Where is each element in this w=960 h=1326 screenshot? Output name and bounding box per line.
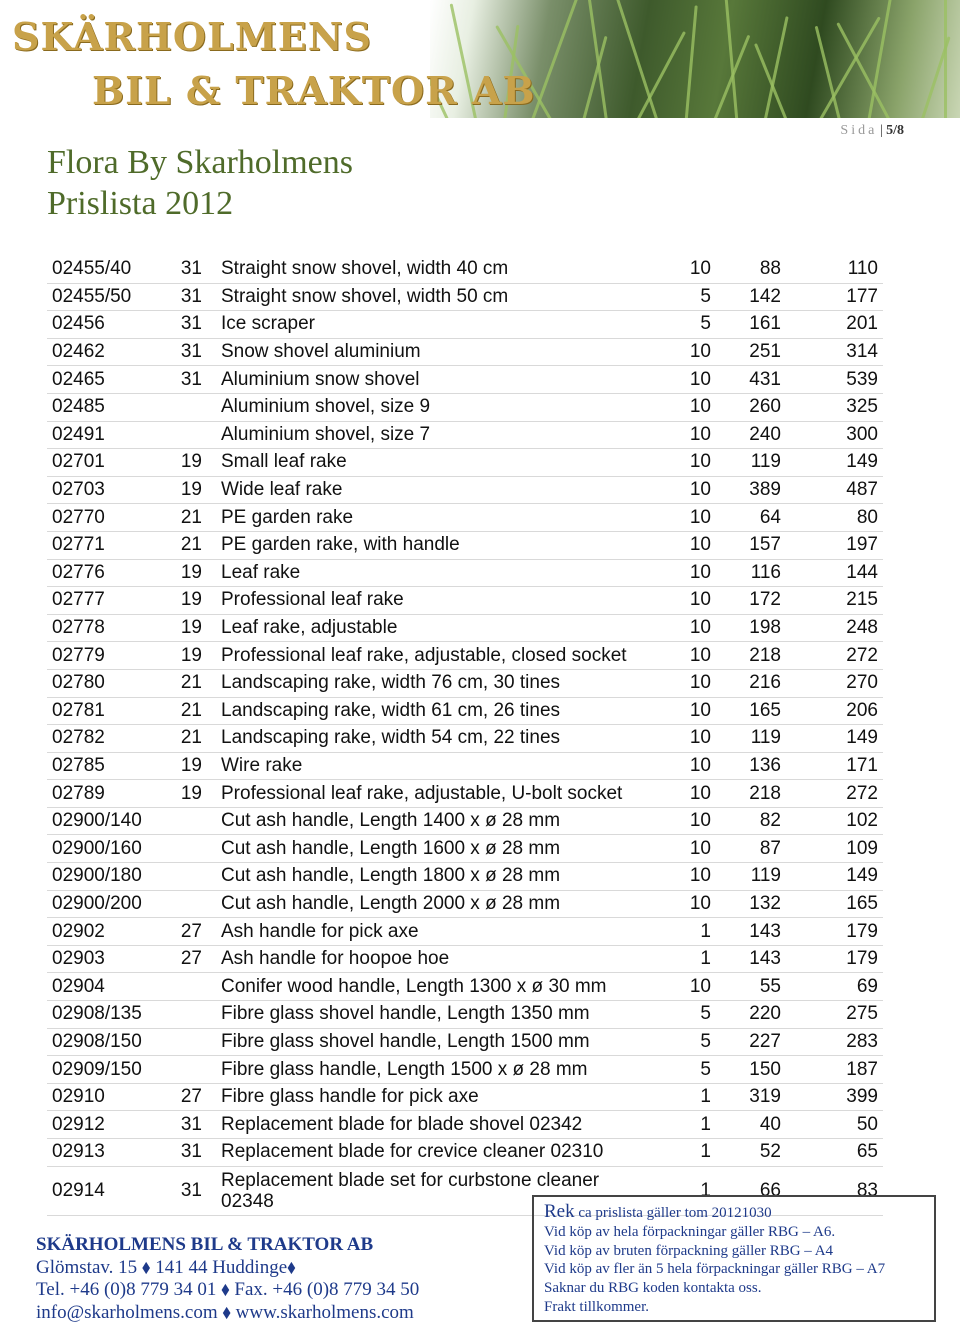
price-notes-box	[532, 1195, 936, 1322]
table-row	[47, 669, 883, 697]
item-price-net: 220	[716, 1001, 786, 1029]
item-quantity: 10	[656, 256, 716, 283]
table-row	[47, 918, 883, 946]
page-separator: |	[880, 123, 884, 138]
item-code: 02782	[47, 725, 167, 753]
item-code: 02903	[47, 945, 167, 973]
item-description: Fibre glass handle for pick axe	[216, 1083, 656, 1111]
item-quantity: 10	[656, 642, 716, 670]
item-price-net: 161	[716, 311, 786, 339]
item-code: 02900/180	[47, 863, 167, 891]
item-code: 02912	[47, 1111, 167, 1139]
table-row	[47, 366, 883, 394]
item-price-retail: 149	[786, 449, 883, 477]
item-price-net: 143	[716, 945, 786, 973]
item-group: 19	[167, 752, 216, 780]
item-group: 27	[167, 1083, 216, 1111]
item-quantity: 10	[656, 366, 716, 394]
item-quantity: 10	[656, 476, 716, 504]
table-row	[47, 587, 883, 615]
item-group	[167, 393, 216, 421]
item-description: Replacement blade for blade shovel 02342	[216, 1111, 656, 1139]
item-price-retail: 215	[786, 587, 883, 615]
item-price-net: 116	[716, 559, 786, 587]
page-number: 5/8	[886, 123, 904, 138]
grass-blade	[944, 0, 947, 118]
item-price-retail: 539	[786, 366, 883, 394]
table-row	[47, 890, 883, 918]
item-description: Ash handle for hoopoe hoe	[216, 945, 656, 973]
item-price-retail: 272	[786, 780, 883, 808]
item-price-net: 132	[716, 890, 786, 918]
item-group	[167, 890, 216, 918]
item-quantity: 1	[656, 1166, 716, 1215]
item-price-retail: 283	[786, 1028, 883, 1056]
table-row	[47, 1028, 883, 1056]
item-group: 31	[167, 256, 216, 283]
item-group: 21	[167, 669, 216, 697]
item-group	[167, 421, 216, 449]
item-price-retail: 325	[786, 393, 883, 421]
item-price-retail: 314	[786, 338, 883, 366]
table-row	[47, 1001, 883, 1029]
table-row	[47, 338, 883, 366]
item-price-retail: 300	[786, 421, 883, 449]
title-line-1: Flora By Skarholmens	[47, 144, 353, 181]
item-group	[167, 835, 216, 863]
table-row	[47, 1139, 883, 1167]
item-quantity: 5	[656, 1056, 716, 1084]
item-description: Replacement blade set for curbstone cleaner 02348	[216, 1166, 656, 1215]
item-price-retail: 102	[786, 807, 883, 835]
item-price-net: 119	[716, 725, 786, 753]
item-group: 31	[167, 311, 216, 339]
item-quantity: 10	[656, 449, 716, 477]
item-code: 02908/150	[47, 1028, 167, 1056]
item-group	[167, 1056, 216, 1084]
item-price-net: 52	[716, 1139, 786, 1167]
item-group: 31	[167, 283, 216, 311]
document-title	[47, 142, 353, 224]
item-group	[167, 863, 216, 891]
item-price-retail: 201	[786, 311, 883, 339]
item-description: Straight snow shovel, width 40 cm	[216, 256, 656, 283]
item-description: Replacement blade for crevice cleaner 02310	[216, 1139, 656, 1167]
item-group: 21	[167, 531, 216, 559]
item-group: 19	[167, 449, 216, 477]
item-group: 31	[167, 1111, 216, 1139]
note-line-2: Vid köp av hela förpackningar gäller RBG – A6.	[544, 1223, 836, 1240]
item-price-retail: 109	[786, 835, 883, 863]
item-price-retail: 179	[786, 918, 883, 946]
item-price-retail: 487	[786, 476, 883, 504]
item-price-net: 150	[716, 1056, 786, 1084]
item-quantity: 1	[656, 1083, 716, 1111]
logo-line-2: BIL & TRAKTOR AB	[92, 68, 536, 113]
item-price-retail: 171	[786, 752, 883, 780]
page-prefix: Sida	[840, 123, 878, 138]
item-price-net: 143	[716, 918, 786, 946]
table-row	[47, 835, 883, 863]
item-price-net: 82	[716, 807, 786, 835]
item-quantity: 10	[656, 531, 716, 559]
item-group: 21	[167, 725, 216, 753]
item-description: Professional leaf rake	[216, 587, 656, 615]
item-price-net: 240	[716, 421, 786, 449]
item-quantity: 1	[656, 1139, 716, 1167]
item-description: PE garden rake	[216, 504, 656, 532]
item-code: 02789	[47, 780, 167, 808]
item-quantity: 10	[656, 338, 716, 366]
grass-blade	[528, 0, 579, 118]
item-code: 02776	[47, 559, 167, 587]
item-code: 02771	[47, 531, 167, 559]
item-group: 27	[167, 918, 216, 946]
item-quantity: 5	[656, 1028, 716, 1056]
item-quantity: 10	[656, 669, 716, 697]
item-code: 02465	[47, 366, 167, 394]
item-group: 21	[167, 697, 216, 725]
item-group: 31	[167, 1166, 216, 1215]
item-description: Snow shovel aluminium	[216, 338, 656, 366]
item-group	[167, 973, 216, 1001]
item-price-net: 157	[716, 531, 786, 559]
item-price-net: 66	[716, 1166, 786, 1215]
item-description: Cut ash handle, Length 1600 x ø 28 mm	[216, 835, 656, 863]
item-description: Wide leaf rake	[216, 476, 656, 504]
item-price-retail: 275	[786, 1001, 883, 1029]
item-description: Fibre glass shovel handle, Length 1500 mm	[216, 1028, 656, 1056]
item-price-net: 165	[716, 697, 786, 725]
item-description: Straight snow shovel, width 50 cm	[216, 283, 656, 311]
table-row	[47, 559, 883, 587]
item-quantity: 1	[656, 918, 716, 946]
company-web: info@skarholmens.com ⬧ www.skarholmens.com	[36, 1301, 414, 1323]
item-code: 02491	[47, 421, 167, 449]
item-code: 02455/50	[47, 283, 167, 311]
item-description: Aluminium snow shovel	[216, 366, 656, 394]
item-code: 02900/140	[47, 807, 167, 835]
page-header	[0, 0, 960, 118]
item-quantity: 10	[656, 393, 716, 421]
item-group: 21	[167, 504, 216, 532]
item-price-retail: 179	[786, 945, 883, 973]
item-code: 02485	[47, 393, 167, 421]
table-row	[47, 697, 883, 725]
rek-label: Rek	[544, 1201, 575, 1222]
item-code: 02910	[47, 1083, 167, 1111]
item-description: Landscaping rake, width 76 cm, 30 tines	[216, 669, 656, 697]
table-row	[47, 807, 883, 835]
note-rek	[544, 1203, 924, 1223]
item-quantity: 10	[656, 973, 716, 1001]
item-quantity: 10	[656, 697, 716, 725]
item-quantity: 10	[656, 587, 716, 615]
table-row	[47, 1056, 883, 1084]
item-description: Aluminium shovel, size 7	[216, 421, 656, 449]
item-group: 31	[167, 338, 216, 366]
item-quantity: 1	[656, 1111, 716, 1139]
item-price-net: 142	[716, 283, 786, 311]
item-price-net: 136	[716, 752, 786, 780]
item-price-retail: 165	[786, 890, 883, 918]
item-code: 02456	[47, 311, 167, 339]
table-row	[47, 752, 883, 780]
item-quantity: 5	[656, 283, 716, 311]
item-price-net: 198	[716, 614, 786, 642]
item-price-net: 87	[716, 835, 786, 863]
item-price-net: 216	[716, 669, 786, 697]
item-price-retail: 197	[786, 531, 883, 559]
item-code: 02778	[47, 614, 167, 642]
item-group: 19	[167, 559, 216, 587]
item-price-net: 218	[716, 780, 786, 808]
item-price-retail: 177	[786, 283, 883, 311]
price-table	[47, 256, 883, 1216]
item-code: 02455/40	[47, 256, 167, 283]
item-quantity: 10	[656, 725, 716, 753]
table-row	[47, 614, 883, 642]
logo-line-1: SKÄRHOLMENS	[12, 14, 372, 59]
table-row	[47, 283, 883, 311]
item-code: 02785	[47, 752, 167, 780]
item-group: 19	[167, 614, 216, 642]
item-group	[167, 1028, 216, 1056]
table-row	[47, 504, 883, 532]
item-quantity: 10	[656, 504, 716, 532]
item-price-retail: 83	[786, 1166, 883, 1215]
title-line-2: Prislista 2012	[47, 185, 234, 222]
item-code: 02902	[47, 918, 167, 946]
item-code: 02909/150	[47, 1056, 167, 1084]
item-price-net: 88	[716, 256, 786, 283]
item-quantity: 1	[656, 945, 716, 973]
item-price-net: 260	[716, 393, 786, 421]
item-description: Ash handle for pick axe	[216, 918, 656, 946]
table-row	[47, 725, 883, 753]
grass-blade	[613, 0, 661, 118]
item-group: 31	[167, 366, 216, 394]
table-row	[47, 449, 883, 477]
item-code: 02781	[47, 697, 167, 725]
item-price-net: 251	[716, 338, 786, 366]
item-price-net: 55	[716, 973, 786, 1001]
item-description: Landscaping rake, width 61 cm, 26 tines	[216, 697, 656, 725]
item-description: Small leaf rake	[216, 449, 656, 477]
note-line-4: Vid köp av fler än 5 hela förpackningar gäller RBG – A7	[544, 1261, 886, 1278]
item-price-net: 319	[716, 1083, 786, 1111]
item-price-net: 119	[716, 863, 786, 891]
table-row	[47, 256, 883, 283]
item-group: 19	[167, 587, 216, 615]
company-phone: Tel. +46 (0)8 779 34 01 ⬧ Fax. +46 (0)8 779 34 50	[36, 1279, 420, 1300]
item-description: Professional leaf rake, adjustable, U-bolt socket	[216, 780, 656, 808]
item-quantity: 10	[656, 807, 716, 835]
item-price-retail: 270	[786, 669, 883, 697]
item-quantity: 10	[656, 863, 716, 891]
item-price-retail: 272	[786, 642, 883, 670]
item-group	[167, 807, 216, 835]
item-quantity: 5	[656, 1001, 716, 1029]
item-quantity: 10	[656, 559, 716, 587]
item-price-retail: 399	[786, 1083, 883, 1111]
item-price-retail: 187	[786, 1056, 883, 1084]
item-description: Landscaping rake, width 54 cm, 22 tines	[216, 725, 656, 753]
item-quantity: 10	[656, 614, 716, 642]
table-row	[47, 393, 883, 421]
note-line-6: Frakt tillkommer.	[544, 1298, 649, 1315]
item-price-retail: 110	[786, 256, 883, 283]
item-price-net: 227	[716, 1028, 786, 1056]
table-row	[47, 311, 883, 339]
item-description: Conifer wood handle, Length 1300 x ø 30 mm	[216, 973, 656, 1001]
table-row	[47, 973, 883, 1001]
item-code: 02703	[47, 476, 167, 504]
item-price-net: 218	[716, 642, 786, 670]
item-price-retail: 149	[786, 863, 883, 891]
item-code: 02777	[47, 587, 167, 615]
item-price-retail: 206	[786, 697, 883, 725]
item-description: PE garden rake, with handle	[216, 531, 656, 559]
table-row	[47, 945, 883, 973]
table-row	[47, 476, 883, 504]
item-group: 19	[167, 642, 216, 670]
rek-text: ca prislista gäller tom 20121030	[578, 1205, 772, 1221]
item-code: 02462	[47, 338, 167, 366]
item-code: 02900/200	[47, 890, 167, 918]
table-row	[47, 642, 883, 670]
item-description: Cut ash handle, Length 2000 x ø 28 mm	[216, 890, 656, 918]
item-code: 02701	[47, 449, 167, 477]
item-group: 19	[167, 476, 216, 504]
grass-blade	[588, 0, 609, 118]
item-description: Fibre glass handle, Length 1500 x ø 28 mm	[216, 1056, 656, 1084]
item-description: Wire rake	[216, 752, 656, 780]
item-price-retail: 144	[786, 559, 883, 587]
item-quantity: 5	[656, 311, 716, 339]
item-group	[167, 1001, 216, 1029]
table-row	[47, 531, 883, 559]
item-quantity: 10	[656, 421, 716, 449]
item-code: 02913	[47, 1139, 167, 1167]
item-description: Leaf rake, adjustable	[216, 614, 656, 642]
item-code: 02904	[47, 973, 167, 1001]
item-description: Ice scraper	[216, 311, 656, 339]
item-description: Cut ash handle, Length 1400 x ø 28 mm	[216, 807, 656, 835]
grass-blade	[684, 5, 698, 118]
item-quantity: 10	[656, 780, 716, 808]
item-quantity: 10	[656, 835, 716, 863]
table-row	[47, 1083, 883, 1111]
note-line-3: Vid köp av bruten förpackning gäller RBG – A4	[544, 1242, 834, 1259]
table-row	[47, 421, 883, 449]
item-code: 02770	[47, 504, 167, 532]
item-price-net: 64	[716, 504, 786, 532]
item-code: 02914	[47, 1166, 167, 1215]
item-quantity: 10	[656, 890, 716, 918]
item-group: 31	[167, 1139, 216, 1167]
item-description: Professional leaf rake, adjustable, closed socket	[216, 642, 656, 670]
item-price-net: 172	[716, 587, 786, 615]
item-group: 27	[167, 945, 216, 973]
note-line-5: Saknar du RBG koden kontakta oss.	[544, 1280, 762, 1297]
item-code: 02908/135	[47, 1001, 167, 1029]
table-row	[47, 863, 883, 891]
item-price-net: 40	[716, 1111, 786, 1139]
item-description: Fibre glass shovel handle, Length 1350 mm	[216, 1001, 656, 1029]
item-quantity: 10	[656, 752, 716, 780]
item-description: Leaf rake	[216, 559, 656, 587]
item-code: 02780	[47, 669, 167, 697]
company-contact	[36, 1234, 419, 1324]
item-description: Cut ash handle, Length 1800 x ø 28 mm	[216, 863, 656, 891]
item-price-retail: 69	[786, 973, 883, 1001]
item-price-retail: 149	[786, 725, 883, 753]
item-price-retail: 248	[786, 614, 883, 642]
item-price-retail: 50	[786, 1111, 883, 1139]
company-address: Glömstav. 15 ⬧ 141 44 Huddinge⬧	[36, 1256, 296, 1278]
item-code: 02779	[47, 642, 167, 670]
item-description: Aluminium shovel, size 9	[216, 393, 656, 421]
item-price-net: 431	[716, 366, 786, 394]
item-price-retail: 65	[786, 1139, 883, 1167]
company-name: SKÄRHOLMENS BIL & TRAKTOR AB	[36, 1234, 374, 1255]
table-row	[47, 1111, 883, 1139]
item-code: 02900/160	[47, 835, 167, 863]
page-indicator	[840, 123, 904, 139]
item-group: 19	[167, 780, 216, 808]
item-price-net: 389	[716, 476, 786, 504]
item-price-net: 119	[716, 449, 786, 477]
table-row	[47, 780, 883, 808]
item-price-retail: 80	[786, 504, 883, 532]
